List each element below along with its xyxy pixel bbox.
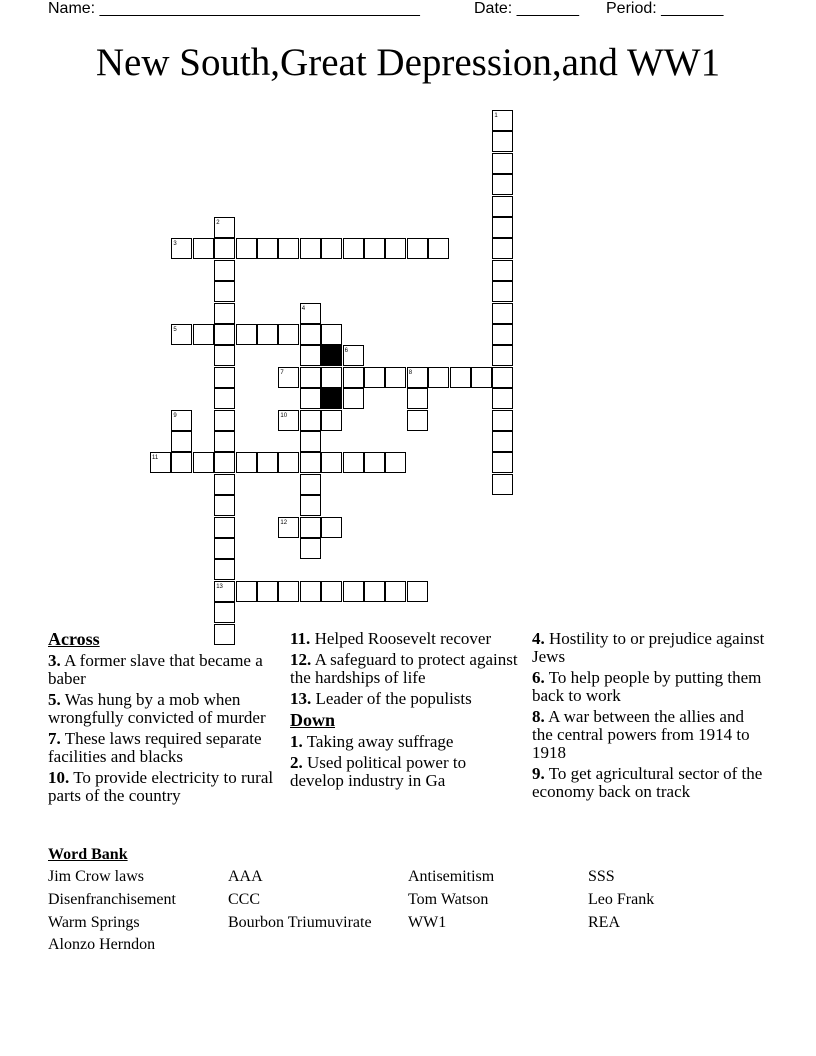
crossword-cell[interactable] [407,410,428,431]
crossword-cell[interactable] [214,238,235,259]
crossword-cell[interactable] [278,324,299,345]
crossword-cell[interactable] [236,238,257,259]
crossword-cell[interactable] [278,581,299,602]
crossword-cell[interactable] [193,452,214,473]
period-field[interactable]: Period: _______ [606,0,724,17]
crossword-cell[interactable] [492,196,513,217]
crossword-cell[interactable] [300,495,321,516]
crossword-cell[interactable] [492,217,513,238]
crossword-cell[interactable] [214,517,235,538]
crossword-cell[interactable] [171,452,192,473]
crossword-cell[interactable] [407,581,428,602]
crossword-cell[interactable] [492,345,513,366]
crossword-cell[interactable] [214,538,235,559]
crossword-cell[interactable] [492,452,513,473]
clue-down-8: 8. A war between the allies and the central powers from 1914 to 1918 [532,707,750,762]
word-bank-item: SSS [588,868,615,885]
crossword-cell[interactable] [257,452,278,473]
crossword-cell[interactable] [214,431,235,452]
crossword-cell[interactable] [321,410,342,431]
crossword-cell[interactable] [300,324,321,345]
crossword-cell[interactable] [214,324,235,345]
clue-number: 3 [173,241,177,248]
crossword-cell[interactable] [321,367,342,388]
crossword-cell[interactable] [214,410,235,431]
crossword-cell[interactable] [278,238,299,259]
crossword-cell[interactable] [236,581,257,602]
page-title: New South,Great Depression,and WW1 [95,41,721,84]
crossword-cell[interactable] [471,367,492,388]
clue-across-11: 11. Helped Roosevelt recover [290,629,492,648]
clue-number: 5 [173,327,177,333]
crossword-cell[interactable] [300,581,321,602]
crossword-cell[interactable] [492,153,513,174]
word-bank-item: Alonzo Herndon [48,936,156,953]
clue-number: 10 [280,412,288,419]
crossword-cell[interactable] [321,517,342,538]
clue-down-2: 2. Used political power to develop industry in Ga [290,753,467,790]
word-bank-item: Bourbon Triumuvirate [228,914,372,931]
crossword-cell[interactable] [343,452,364,473]
clue-number: 11 [152,455,159,462]
clue-across-10: 10. To provide electricity to rural parts of the country [48,768,274,805]
crossword-black-cell [321,345,342,366]
crossword-cell[interactable] [214,388,235,409]
word-bank-item: Warm Springs [48,914,140,931]
crossword-cell[interactable] [321,238,342,259]
crossword-cell[interactable] [343,367,364,388]
crossword-cell[interactable] [407,238,428,259]
crossword-cell[interactable] [364,238,385,259]
crossword-cell[interactable] [492,174,513,195]
crossword-cell[interactable] [492,367,513,388]
crossword-cell[interactable] [385,452,406,473]
word-bank-item: REA [588,914,620,931]
crossword-cell[interactable] [300,367,321,388]
crossword-cell[interactable] [321,324,342,345]
crossword-cell[interactable] [300,538,321,559]
clue-across-13: 13. Leader of the populists [290,689,472,708]
clue-number: 7 [280,369,284,376]
crossword-cell[interactable] [428,367,449,388]
clue-number: 4 [301,305,306,312]
clue-across-3: 3. A former slave that became a baber [48,651,263,688]
word-bank-item: WW1 [408,914,447,931]
crossword-cell[interactable] [300,410,321,431]
crossword-cell[interactable] [214,303,235,324]
crossword-cell[interactable] [321,581,342,602]
crossword-black-cell [321,388,342,409]
clue-across-7: 7. These laws required separate facilities and blacks [48,729,262,766]
word-bank-item: Leo Frank [588,891,655,908]
word-bank-item: Tom Watson [408,891,489,908]
date-field[interactable]: Date: _______ [474,0,579,17]
crossword-cell[interactable] [300,474,321,495]
crossword-cell[interactable] [428,238,449,259]
crossword-cell[interactable] [171,431,192,452]
crossword-cell[interactable] [214,559,235,580]
crossword-cell[interactable] [214,474,235,495]
crossword-cell[interactable] [236,324,257,345]
down-heading: Down [290,710,336,730]
word-bank-item: Antisemitism [408,868,495,885]
crossword-cell[interactable] [385,581,406,602]
crossword-cell[interactable] [364,367,385,388]
clue-number: 9 [173,412,177,419]
clues-column-2 [290,630,522,793]
crossword-cell[interactable] [278,452,299,473]
across-heading: Across [48,629,100,649]
crossword-cell[interactable] [300,517,321,538]
crossword-cell[interactable] [300,345,321,366]
crossword-cell[interactable] [343,581,364,602]
clue-down-1: 1. Taking away suffrage [290,732,454,751]
crossword-cell[interactable] [364,452,385,473]
crossword-cell[interactable] [214,602,235,623]
clue-number: 6 [344,348,348,355]
crossword-cell[interactable] [257,324,278,345]
crossword-cell[interactable] [300,388,321,409]
crossword-cell[interactable] [492,260,513,281]
crossword-cell[interactable] [492,410,513,431]
word-bank-item: AAA [228,868,263,885]
crossword-cell[interactable] [321,452,342,473]
crossword-cell[interactable] [492,238,513,259]
clue-number: 1 [494,113,498,119]
clue-across-12: 12. A safeguard to protect against the hardships of life [290,650,518,687]
clue-number: 2 [216,220,220,226]
clue-number: 12 [280,519,288,526]
crossword-cell[interactable] [343,388,364,409]
crossword-cell[interactable] [214,367,235,388]
crossword-cell[interactable] [257,238,278,259]
word-bank-item: Jim Crow laws [48,868,144,885]
crossword-cell[interactable] [364,581,385,602]
clues-column-3 [532,630,768,804]
clue-down-4: 4. Hostility to or prejudice against Jews [532,629,765,666]
crossword-cell[interactable] [214,345,235,366]
crossword-cell[interactable] [407,388,428,409]
crossword-cell[interactable] [300,238,321,259]
clue-number: 8 [408,369,413,376]
crossword-cell[interactable] [450,367,471,388]
crossword-cell[interactable] [300,452,321,473]
clue-across-5: 5. Was hung by a mob when wrongfully convicted of murder [48,690,266,727]
word-bank-title: Word Bank [48,846,128,863]
crossword-cell[interactable] [492,388,513,409]
crossword-cell[interactable] [300,431,321,452]
word-bank-item: Disenfranchisement [48,891,176,908]
word-bank-item: CCC [228,891,261,908]
crossword-cell[interactable] [492,131,513,152]
crossword-cell[interactable] [214,495,235,516]
clues-column-1 [48,630,284,808]
clue-down-6: 6. To help people by putting them back to work [532,668,762,705]
name-field[interactable]: Name: ____________________________________ [48,0,420,17]
crossword-cell[interactable] [492,303,513,324]
crossword-cell[interactable] [257,581,278,602]
crossword-cell[interactable] [385,238,406,259]
crossword-cell[interactable] [492,474,513,495]
crossword-cell[interactable] [214,452,235,473]
crossword-cell[interactable] [214,281,235,302]
crossword-cell[interactable] [385,367,406,388]
crossword-cell[interactable] [193,324,214,345]
crossword-cell[interactable] [492,281,513,302]
crossword-cell[interactable] [492,431,513,452]
crossword-cell[interactable] [214,260,235,281]
crossword-cell[interactable] [343,238,364,259]
clue-down-9: 9. To get agricultural sector of the economy back on track [532,764,763,801]
crossword-cell[interactable] [492,324,513,345]
crossword-cell[interactable] [193,238,214,259]
clue-number: 13 [216,583,223,590]
crossword-cell[interactable] [236,452,257,473]
